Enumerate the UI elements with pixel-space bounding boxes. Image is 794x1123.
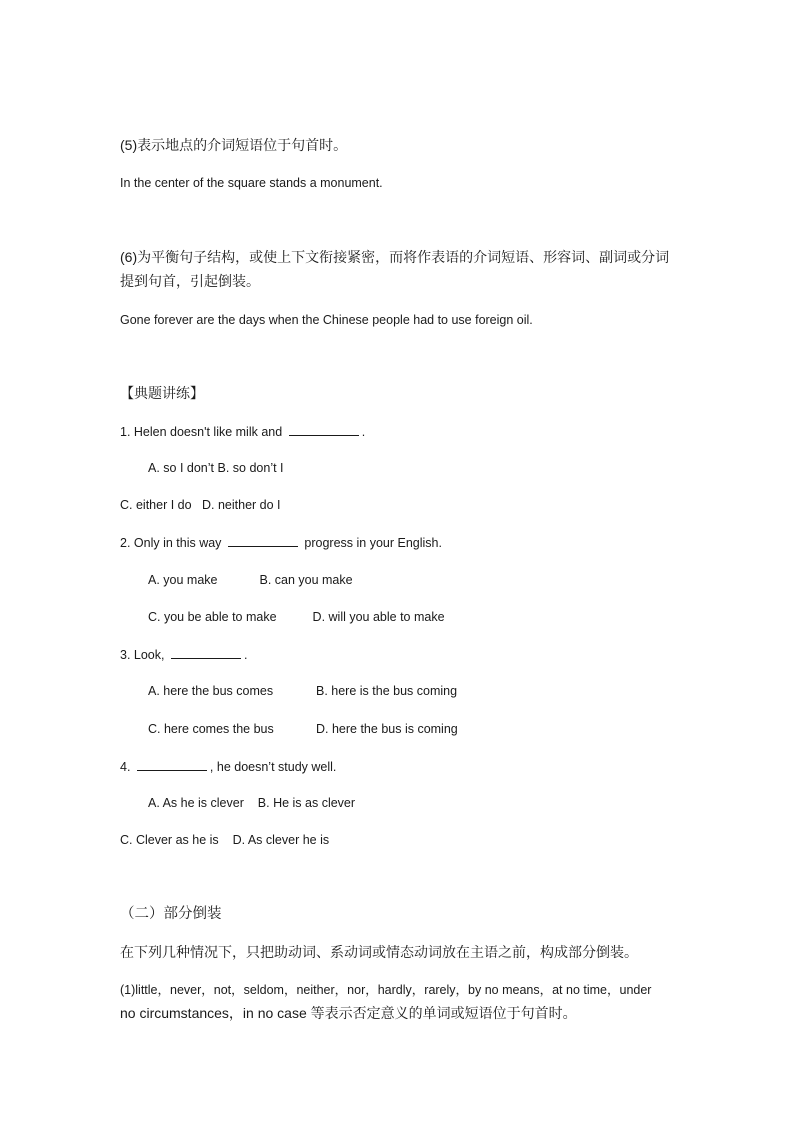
question-4-options-ab xyxy=(148,795,355,811)
question-4-options-cd xyxy=(120,832,329,848)
question-2-text: 2. Only in this way xyxy=(120,536,222,550)
option-b: B. here is the bus coming xyxy=(316,684,458,698)
option-b: B. He is as clever xyxy=(257,796,356,810)
section6-heading-line2: 提到句首，引起倒装。 xyxy=(120,273,260,289)
answer-blank xyxy=(289,423,359,436)
question-1-text-end: . xyxy=(361,425,366,439)
option-a: A. here the bus comes xyxy=(148,684,274,698)
answer-blank xyxy=(228,534,298,547)
part2-title: （二）部分倒装 xyxy=(120,906,222,922)
question-1-text: 1. Helen doesn't like milk and xyxy=(120,425,283,439)
option-d: D. As clever he is xyxy=(232,833,330,847)
section6-heading-line1: (6)为平衡句子结构，或使上下文衔接紧密，而将作表语的介词短语、形容词、副词或分词 xyxy=(120,249,670,265)
question-3-stem xyxy=(120,646,247,663)
question-3-text: 3. Look, xyxy=(120,648,165,662)
option-c: C. here comes the bus xyxy=(148,722,274,736)
option-b: B. can you make xyxy=(259,573,353,587)
question-2-text-end: progress in your English. xyxy=(304,536,442,550)
question-4-stem xyxy=(120,758,336,775)
option-d: D. will you able to make xyxy=(312,610,445,624)
option-c: C. Clever as he is xyxy=(120,833,219,847)
question-3-text-end: . xyxy=(243,648,248,662)
option-a: A. so I don’t xyxy=(148,461,215,475)
section5-example: In the center of the square stands a monument. xyxy=(120,176,383,190)
question-2-stem xyxy=(120,534,442,551)
section5-heading: (5)表示地点的介词短语位于句首时。 xyxy=(120,137,348,153)
option-c: C. either I do xyxy=(120,498,192,512)
question-3-options-cd xyxy=(148,721,458,737)
option-d: D. neither do I xyxy=(202,498,281,512)
option-b: B. so don’t I xyxy=(217,461,284,475)
question-4-text: 4. xyxy=(120,760,131,774)
question-1-options-cd xyxy=(120,497,281,513)
part2-intro: 在下列几种情况下，只把助动词、系动词或情态动词放在主语之前，构成部分倒装。 xyxy=(120,944,638,960)
part2-rule1-line1: (1)little，never，not，seldom，neither，nor，hardly，rarely，by no means，at no time，under xyxy=(120,983,652,997)
section6-example: Gone forever are the days when the Chinese people had to use foreign oil. xyxy=(120,313,533,327)
answer-blank xyxy=(171,646,241,659)
question-1-stem xyxy=(120,423,365,440)
practice-title: 【典题讲练】 xyxy=(120,385,204,401)
part2-rule1-line2: no circumstances，in no case 等表示否定意义的单词或短语位于句首时。 xyxy=(120,1005,577,1021)
option-d: D. here the bus is coming xyxy=(316,722,458,736)
option-a: A. you make xyxy=(148,573,218,587)
question-1-options-ab xyxy=(148,460,284,476)
answer-blank xyxy=(137,758,207,771)
question-4-text-end: , he doesn’t study well. xyxy=(209,760,337,774)
option-a: A. As he is clever xyxy=(148,796,244,810)
question-2-options-cd xyxy=(148,609,445,625)
question-2-options-ab xyxy=(148,572,353,588)
option-c: C. you be able to make xyxy=(148,610,277,624)
question-3-options-ab xyxy=(148,683,457,699)
